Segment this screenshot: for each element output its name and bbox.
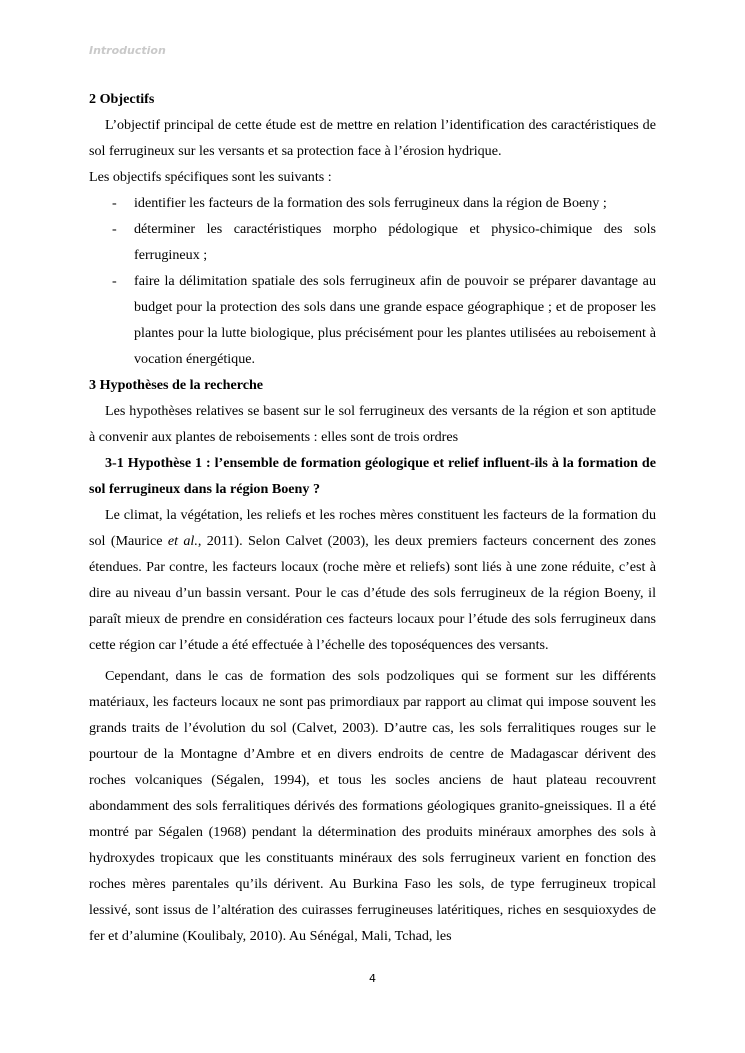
section-heading-hypotheses: 3 Hypothèses de la recherche: [89, 377, 264, 393]
running-header: Introduction: [89, 44, 166, 57]
page-number: 4: [369, 972, 376, 985]
paragraph-text: , 2011). Selon Calvet (2003), les deux premiers facteurs concernent des zones étendues. Par contre, les facteurs locaux (roche mère et reliefs) sont liés à une zone réduite, c’est à dire au niveau d’un bassin versant. Pour le cas d’étude des sols ferrugineux de la région Boeny, il paraît mieux de prendre en considération ces facteurs locaux pour l’étude des sols ferrugineux dans cette région car l’étude a été effectuée à l’échelle des toposéquences des versants.: [89, 533, 656, 653]
citation-et-al: et al.: [167, 533, 198, 549]
hypotheses-intro-paragraph: Les hypothèses relatives se basent sur le sol ferrugineux des versants de la région et son aptitude à convenir aux plantes de reboisements : elles sont de trois ordres: [89, 403, 656, 445]
paragraph-text: Le climat, la végétation, les reliefs et les roches mères constituent les facteurs de la formation du sol (Maurice: [89, 507, 656, 549]
specific-objectives-lead: Les objectifs spécifiques sont les suivants :: [89, 169, 332, 185]
page-body: [89, 86, 656, 949]
hypothesis-1-heading: 3-1 Hypothèse 1 : l’ensemble de formation géologique et relief influent-ils à la formation de sol ferrugineux dans la région Boeny ?: [89, 455, 656, 497]
list-item: - déterminer les caractéristiques morpho pédologique et physico-chimique des sols ferrugineux ;: [89, 216, 656, 268]
hypothesis-1-paragraph-1: [89, 502, 656, 658]
hypothesis-1-paragraph-2: Cependant, dans le cas de formation des sols podzoliques qui se forment sur les différents matériaux, les facteurs locaux ne sont pas primordiaux par rapport au climat qui impose souvent les grands traits de l’évolution du sol (Calvet, 2003). D’autre cas, les sols ferralitiques rouges sur le pourtour de la Montagne d’Ambre et en divers endroits de centre de Madagascar dérivent des roches volcaniques (Ségalen, 1994), et tous les socles anciens de haut plateau recouvrent abondamment des sols ferralitiques dérivés des formations géologiques granito-gneissiques. Il a été montré par Ségalen (1968) pendant la détermination des produits minéraux amorphes des sols à hydroxydes tropicaux que les constituants minéraux des sols ferrugineux varient en fonction des roches mères parentales qu’ils dérivent. Au Burkina Faso les sols, de type ferrugineux tropical lessivé, sont issus de l’altération des cuirasses ferrugineuses latéritiques, riches en sesquioxydes de fer et d’alumine (Koulibaly, 2010). Au Sénégal, Mali, Tchad, les: [89, 668, 656, 944]
objective-paragraph: L’objectif principal de cette étude est de mettre en relation l’identification des caractéristiques de sol ferrugineux sur les versants et sa protection face à l’érosion hydrique.: [89, 117, 656, 159]
objectives-list: [89, 190, 656, 372]
list-item: - identifier les facteurs de la formation des sols ferrugineux dans la région de Boeny ;: [89, 190, 656, 216]
section-heading-objectifs: 2 Objectifs: [89, 91, 155, 107]
list-item: - faire la délimitation spatiale des sols ferrugineux afin de pouvoir se préparer davantage au budget pour la protection des sols dans une grande espace géographique ; et de proposer les plantes pour la lutte biologique, plus précisément pour les plantes utilisées au reboisement à vocation énergétique.: [89, 268, 656, 372]
